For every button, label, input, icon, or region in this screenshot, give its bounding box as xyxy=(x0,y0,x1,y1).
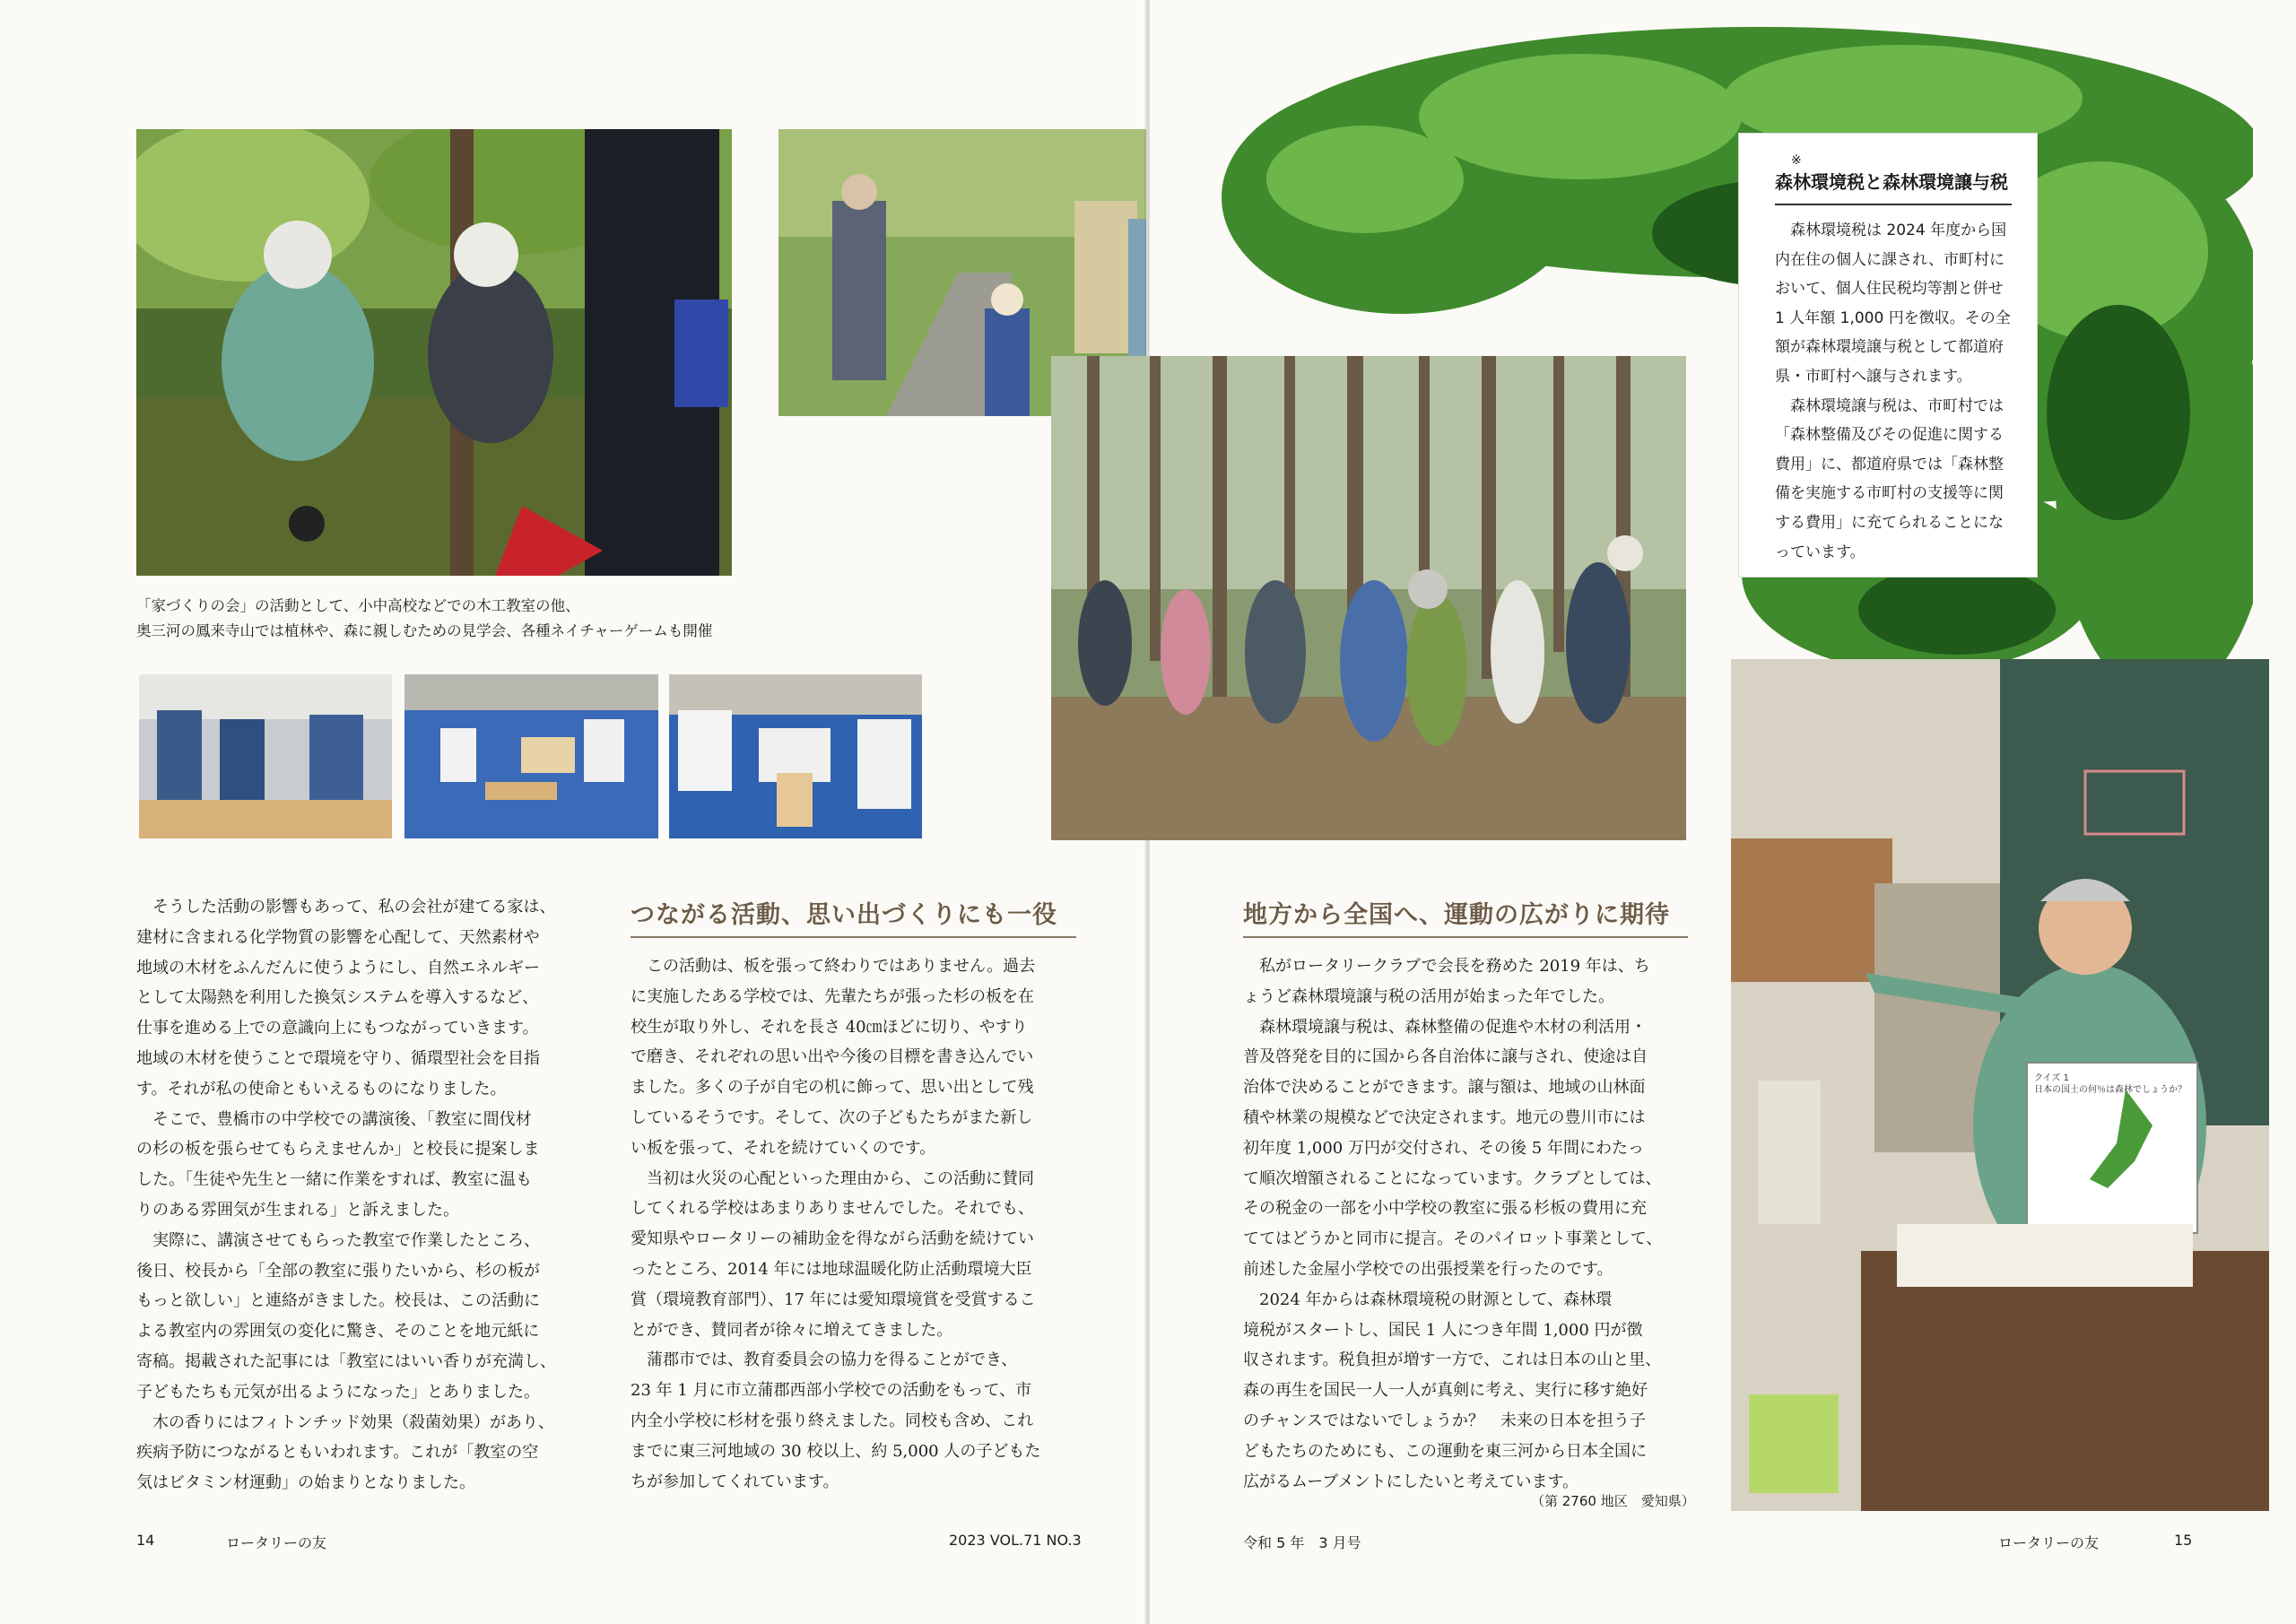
text-line: 広がるムーブメントにしたいと考えています。 xyxy=(1243,1472,1579,1491)
photo-forest-group-tour xyxy=(1051,356,1686,840)
text-line: した。「生徒や先生と一緒に作業をすれば、教室に温も xyxy=(136,1170,532,1190)
footnote-marker: ※ xyxy=(1791,153,1802,168)
text-line: ました。多くの子が自宅の机に飾って、思い出として残 xyxy=(631,1078,1034,1098)
text-line: で磨き、それぞれの思い出や今後の目標を書き込んでい xyxy=(631,1047,1034,1067)
text-line: 寄稿。掲載された記事には「教室にはいい香りが充満し、 xyxy=(136,1351,556,1371)
photo-caption xyxy=(136,594,712,644)
text-line: 愛知県やロータリーの補助金を得ながら活動を続けてい xyxy=(631,1229,1034,1249)
text-line: 子どもたちも元気が出るようになった」とありました。 xyxy=(136,1382,540,1402)
text-line: してくれる学校はあまりありませんでした。それでも、 xyxy=(631,1199,1034,1219)
left-page xyxy=(0,0,1146,1624)
quiz-card-label: クイズ 1 xyxy=(2034,1073,2069,1083)
text-line: 収されます。税負担が増す一方で、これは日本の山と里、 xyxy=(1243,1350,1662,1370)
text-line: て順次増額されることになっています。クラブとしては、 xyxy=(1243,1168,1662,1188)
text-line: 森林環境税は 2024 年度から国 xyxy=(1775,221,2007,239)
text-line: 森の再生を国民一人一人が真剣に考え、実行に移す絶好 xyxy=(1243,1381,1648,1401)
issue-date: 令和 5 年 3 月号 xyxy=(1243,1534,1361,1551)
text-line: 内在住の個人に課され、市町村に xyxy=(1775,250,2005,269)
page-number-left: 14 xyxy=(136,1532,155,1549)
quiz-card-text: 日本の国土の何％は森林でしょうか？ xyxy=(2034,1085,2187,1095)
text-line: す。それが私の使命ともいえるものになりました。 xyxy=(136,1079,507,1099)
text-line: 蒲郡市では、教育委員会の協力を得ることができ、 xyxy=(631,1350,1018,1370)
magazine-name-left: ロータリーの友 xyxy=(226,1534,327,1551)
text-line: ててはどうかと同市に提言。そのパイロット事業として、 xyxy=(1243,1229,1663,1249)
text-line: 後日、校長から「全部の教室に張りたいから、杉の板が xyxy=(136,1261,540,1281)
text-line: 治体で決めることができます。譲与額は、地域の山林面 xyxy=(1243,1078,1646,1098)
text-line: りのある雰囲気が生まれる」と訴えました。 xyxy=(136,1200,459,1220)
article-column-1 xyxy=(136,892,556,1498)
page-number-right: 15 xyxy=(2174,1532,2193,1549)
text-line: ちが参加してくれています。 xyxy=(631,1472,839,1491)
photo-woodwork-class-2 xyxy=(404,674,658,838)
text-line: 2024 年からは森林環境税の財源として、森林環 xyxy=(1243,1290,1613,1309)
text-line: 内全小学校に杉材を張り終えました。同校も含め、これ xyxy=(631,1411,1034,1430)
text-line: のチャンスではないでしょうか？ 未来の日本を担う子 xyxy=(1243,1411,1646,1430)
issue-info: 2023 VOL.71 NO.3 xyxy=(949,1532,1082,1549)
text-line: 県・市町村へ譲与されます。 xyxy=(1775,367,1972,386)
magazine-name-right: ロータリーの友 xyxy=(1998,1534,2100,1551)
text-line: そこで、豊橋市の中学校での講演後、「教室に間伐材 xyxy=(136,1109,532,1129)
text-line: 地域の木材を使うことで環境を守り、循環型社会を目指 xyxy=(136,1048,540,1068)
text-line: の杉の板を張らせてもらえませんか」と校長に提案しま xyxy=(136,1140,540,1159)
text-line: 備を実施する市町村の支援等に関 xyxy=(1775,484,2004,503)
text-line: に実施したある学校では、先輩たちが張った杉の板を在 xyxy=(631,986,1034,1006)
text-line: 地域の木材をふんだんに使うようにし、自然エネルギー xyxy=(136,958,540,977)
text-line: 気はビタミン材運動」の始まりとなりました。 xyxy=(136,1473,475,1493)
heading-rule xyxy=(631,936,1076,938)
author-signature: （第 2760 地区 愛知県） xyxy=(1531,1493,1695,1509)
text-line: 校生が取り外し、それを長さ 40㎝ほどに切り、やすり xyxy=(631,1017,1028,1037)
article-column-3 xyxy=(1243,951,1662,1497)
photo-woodwork-class-3 xyxy=(669,674,922,838)
text-line: 境税がスタートし、国民 1 人につき年間 1,000 円が徴 xyxy=(1243,1320,1643,1340)
info-box-title: 森林環境税と森林環境譲与税 xyxy=(1775,171,2008,193)
text-line: ょうど森林環境譲与税の活用が始まった年でした。 xyxy=(1243,986,1614,1006)
text-line: よる教室内の雰囲気の変化に驚き、そのことを地元紙に xyxy=(136,1322,540,1342)
text-line: この活動は、板を張って終わりではありません。過去 xyxy=(631,957,1036,976)
article-column-2 xyxy=(631,951,1040,1497)
text-line: 木の香りにはフィトンチッド効果（殺菌効果）があり、 xyxy=(136,1412,555,1432)
text-line: 森林環境譲与税は、森林整備の促進や木材の利活用・ xyxy=(1243,1017,1647,1037)
section-heading-connecting-activities: つながる活動、思い出づくりにも一役 xyxy=(631,901,1057,929)
text-line: 初年度 1,000 万円が交付され、その後 5 年間にわたっ xyxy=(1243,1138,1644,1158)
text-line: 23 年 1 月に市立蒲郡西部小学校での活動をもって、市 xyxy=(631,1381,1032,1401)
text-line: 建材に含まれる化学物質の影響を心配して、天然素材や xyxy=(136,927,540,947)
text-line: 額が森林環境譲与税として都道府 xyxy=(1775,338,2004,357)
photo-classroom-lecture xyxy=(1731,659,2269,1511)
section-heading-nationwide-movement: 地方から全国へ、運動の広がりに期待 xyxy=(1243,901,1670,929)
text-line: 積や林業の規模などで決定されます。地元の豊川市には xyxy=(1243,1107,1646,1127)
text-line: とができ、賛同者が徐々に増えてきました。 xyxy=(631,1320,953,1340)
text-line: 普及啓発を目的に国から各自治体に譲与され、使途は自 xyxy=(1243,1047,1648,1067)
info-box-rule xyxy=(1775,204,2012,205)
text-line: しているそうです。そして、次の子どもたちがまた新し xyxy=(631,1107,1033,1127)
text-line: 疾病予防につながるともいわれます。これが「教室の空 xyxy=(136,1443,539,1463)
text-line: 「森林整備及びその促進に関する xyxy=(1775,426,2004,445)
text-line: として太陽熱を利用した換気システムを導入するなど、 xyxy=(136,988,539,1008)
photo-woodwork-class-1 xyxy=(139,674,392,838)
photo-planting-students xyxy=(136,129,732,576)
caption-line: 「家づくりの会」の活動として、小中高校などでの木工教室の他、 xyxy=(136,597,580,614)
text-line: 森林環境譲与税は、市町村では xyxy=(1775,396,2004,415)
text-line: ったところ、2014 年には地球温暖化防止活動環境大臣 xyxy=(631,1259,1032,1279)
text-line: 実際に、講演させてもらった教室で作業したところ、 xyxy=(136,1230,540,1250)
caption-line: 奥三河の鳳来寺山では植林や、森に親しむための見学会、各種ネイチャーゲームも開催 xyxy=(136,622,713,639)
text-line: もっと欲しい」と連絡がきました。校長は、この活動に xyxy=(136,1291,540,1311)
text-line: 前述した金屋小学校での出張授業を行ったのです。 xyxy=(1243,1259,1613,1279)
text-line: 費用」に、都道府県では「森林整 xyxy=(1775,455,2004,473)
text-line: までに東三河地域の 30 校以上、約 5,000 人の子どもた xyxy=(631,1441,1041,1461)
text-line: い板を張って、それを続けていくのです。 xyxy=(631,1138,936,1158)
text-line: っています。 xyxy=(1775,543,1866,561)
text-line: 仕事を進める上での意識向上にもつながっていきます。 xyxy=(136,1019,539,1038)
text-line: その税金の一部を小中学校の教室に張る杉板の費用に充 xyxy=(1243,1199,1647,1219)
heading-rule xyxy=(1243,936,1688,938)
text-line: どもたちのためにも、この運動を東三河から日本全国に xyxy=(1243,1441,1647,1461)
text-line: おいて、個人住民税均等割と併せ xyxy=(1775,280,2004,299)
text-line: そうした活動の影響もあって、私の会社が建てる家は、 xyxy=(136,898,556,916)
info-box-body xyxy=(1775,216,2011,567)
text-line: する費用」に充てられることにな xyxy=(1775,513,2004,532)
text-line: 私がロータリークラブで会長を務めた 2019 年は、ち xyxy=(1243,957,1650,976)
text-line: 当初は火災の心配といった理由から、この活動に賛同 xyxy=(631,1168,1034,1188)
text-line: 賞（環境教育部門）、17 年には愛知環境賞を受賞するこ xyxy=(631,1290,1036,1309)
forest-tax-info-box xyxy=(1738,133,2038,578)
text-line: 1 人年額 1,000 円を徴収。その全 xyxy=(1775,308,2011,327)
